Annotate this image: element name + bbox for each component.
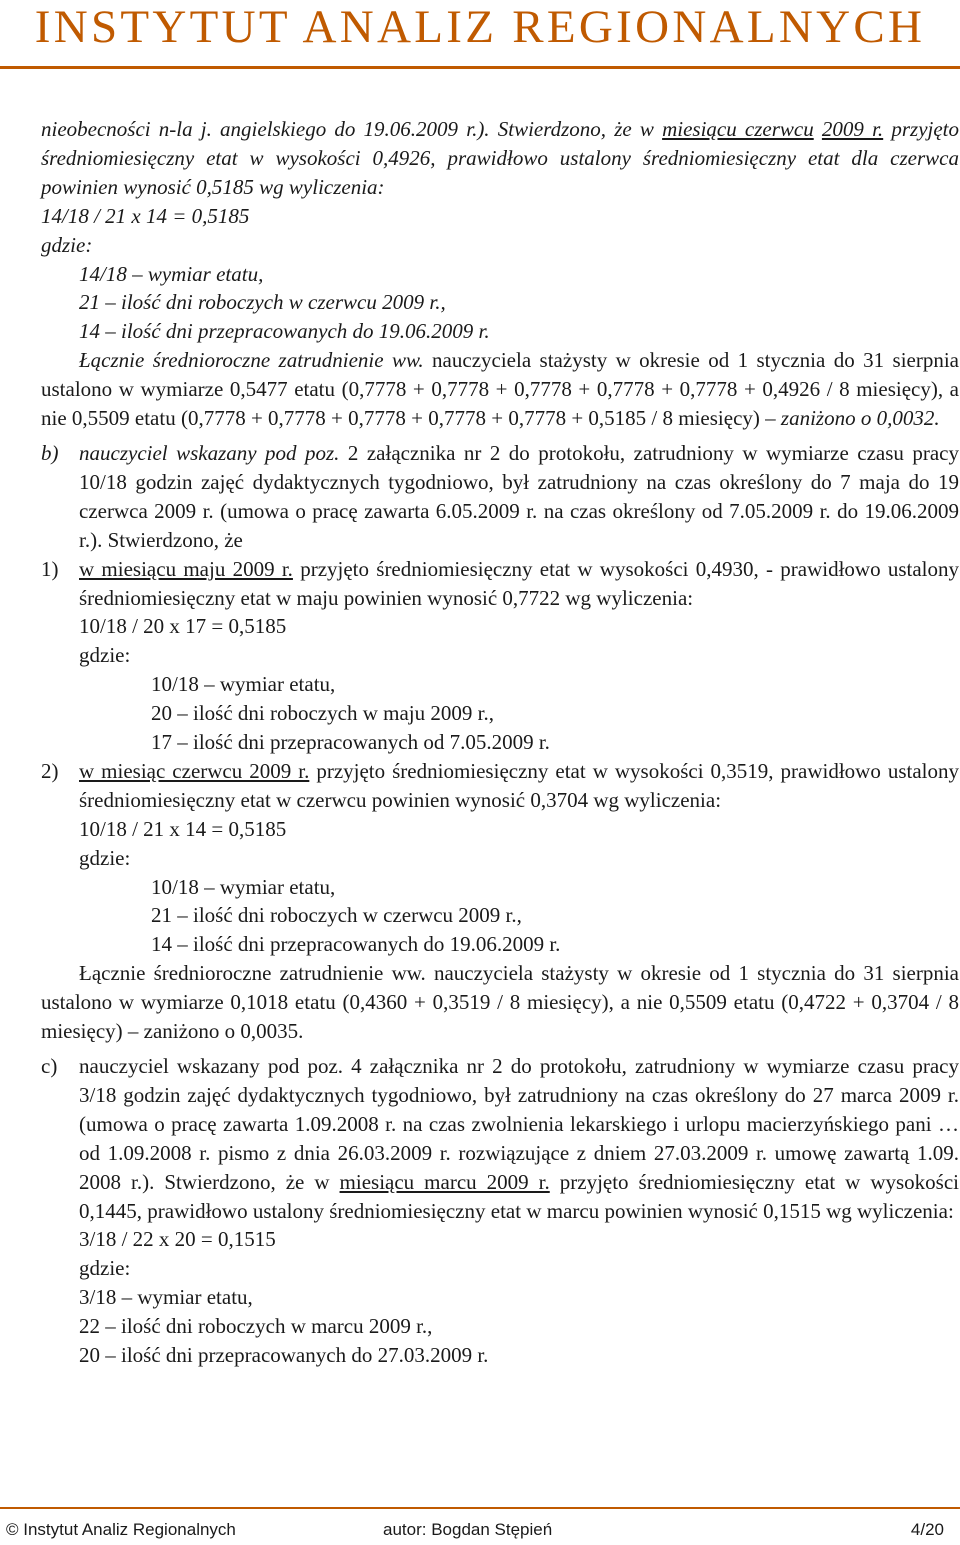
- list-label: c): [41, 1054, 58, 1078]
- legend-line: 17 – ilość dni przepracowanych od 7.05.2009 r.: [151, 730, 550, 755]
- list-label: b): [41, 440, 59, 465]
- list-item: 2) w miesiąc czerwcu 2009 r. przyjęto średniomiesięczny etat w wysokości 0,3519, prawidłowo ustalony średniomiesięczny etat w czerwcu powinien wynosić 0,3704 wg wyliczenia:: [41, 758, 959, 812]
- formula: 14/18 / 21 x 14 = 0,5185: [41, 203, 250, 228]
- legend-line: 3/18 – wymiar etatu,: [79, 1285, 253, 1310]
- summary-paragraph: Łącznie średnioroczne zatrudnienie ww. nauczyciela stażysty w okresie od 1 stycznia do 31 sierpnia ustalono w wymiarze 0,5477 etatu (0,7778 + 0,7778 + 0,7778 + 0,7778 + 0,7778 + 0,4926 / 8 miesięcy), a nie 0,5509 etatu (0,7778 + 0,7778 + 0,7778 + 0,7778 + 0,7778 + 0,5185 / 8 miesięcy) – zaniżono o 0,0032.: [41, 348, 959, 431]
- page-header: [0, 0, 960, 82]
- header-rule: [0, 66, 960, 69]
- formula: 10/18 / 21 x 14 = 0,5185: [79, 816, 287, 841]
- legend-line: 10/18 – wymiar etatu,: [151, 874, 336, 899]
- list-item: 1) w miesiącu maju 2009 r. przyjęto średniomiesięczny etat w wysokości 0,4930, - prawidłowo ustalony średniomiesięczny etat w maju powinien wynosić 0,7722 wg wyliczenia:: [41, 556, 959, 610]
- summary-paragraph: Łącznie średnioroczne zatrudnienie ww. nauczyciela stażysty w okresie od 1 stycznia do 31 sierpnia ustalono w wymiarze 0,1018 etatu (0,4360 + 0,3519 / 8 miesięcy), a nie 0,5509 etatu (0,4722 + 0,3704 / 8 miesięcy) – zaniżono o 0,0035.: [41, 961, 959, 1044]
- legend-line: 21 – ilość dni roboczych w czerwcu 2009 r.,: [151, 903, 522, 928]
- legend-line: 14 – ilość dni przepracowanych do 19.06.2009 r.: [151, 932, 561, 957]
- gdzie-label: gdzie:: [79, 845, 131, 870]
- formula: 3/18 / 22 x 20 = 0,1515: [79, 1227, 276, 1252]
- footer-rule: [0, 1507, 960, 1509]
- legend-line: 14/18 – wymiar etatu,: [79, 261, 264, 286]
- legend-line: 14 – ilość dni przepracowanych do 19.06.2009 r.: [79, 319, 490, 344]
- gdzie-label: gdzie:: [79, 643, 131, 668]
- header-title: INSTYTUT ANALIZ REGIONALNYCH: [34, 1, 926, 53]
- legend-line: 10/18 – wymiar etatu,: [151, 672, 336, 697]
- footer-copyright: © Instytut Analiz Regionalnych: [6, 1520, 236, 1539]
- legend-line: 20 – ilość dni roboczych w maju 2009 r.,: [151, 701, 494, 726]
- section-c: c) nauczyciel wskazany pod poz. 4 załącznika nr 2 do protokołu, zatrudniony w wymiarze czasu pracy 3/18 godzin zajęć dydaktycznych tygodniowo, był zatrudniony na czas określony do 27 marca 2009 r. (umowa o pracę zawarta 1.09.2008 r. na czas zwolnienia lekarskiego i urlopu macierzyńskiego pani … od 1.09.2008 r. pismo z dnia 26.03.2009 r. rozwiązujące z dniem 27.03.2009 r. umowę zawartą 1.09. 2008 r.). Stwierdzono, że w miesiącu marcu 2009 r. przyjęto średniomiesięczny etat w wysokości 0,1445, prawidłowo ustalony średniomiesięczny etat w marcu powinien wynosić 0,1515 wg wyliczenia:: [41, 1054, 959, 1223]
- page-footer: [0, 1520, 960, 1542]
- gdzie-label: gdzie:: [79, 1256, 131, 1281]
- legend-line: 22 – ilość dni roboczych w marcu 2009 r.,: [79, 1314, 433, 1339]
- footer-author: autor: Bogdan Stępień: [383, 1520, 553, 1539]
- document-body: [41, 115, 959, 1370]
- legend-line: 21 – ilość dni roboczych w czerwcu 2009 r.,: [79, 290, 446, 315]
- formula: 10/18 / 20 x 17 = 0,5185: [79, 614, 287, 639]
- page-number: 4/20: [910, 1520, 944, 1539]
- section-a: [41, 115, 959, 346]
- paragraph: nieobecności n-la j. angielskiego do 19.06.2009 r.). Stwierdzono, że w miesiącu czerwcu 2009 r. przyjęto średniomiesięczny etat w wysokości 0,4926, prawidłowo ustalony średniomiesięczny etat dla czerwca powinien wynosić 0,5185 wg wyliczenia:: [41, 117, 960, 199]
- gdzie-label: gdzie:: [41, 232, 93, 257]
- legend-line: 20 – ilość dni przepracowanych do 27.03.2009 r.: [79, 1343, 489, 1368]
- section-b: b) nauczyciel wskazany pod poz. 2 załącznika nr 2 do protokołu, zatrudniony w wymiarze czasu pracy 10/18 godzin zajęć dydaktycznych tygodniowo, był zatrudniony na czas określony do 7 maja do 19 czerwca 2009 r. (umowa o pracę zawarta 6.05.2009 r. na czas określony od 7.05.2009 r. do 19.06.2009 r.). Stwierdzono, że: [41, 440, 959, 552]
